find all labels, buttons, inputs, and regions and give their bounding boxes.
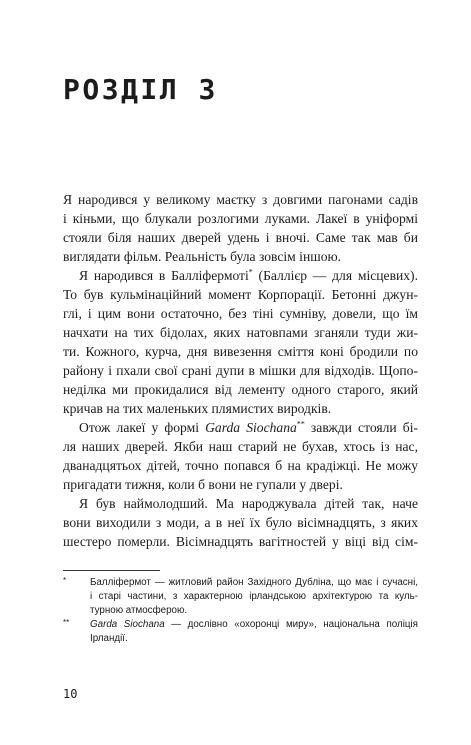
body-line: ти. Кожного, курча, дня вивезення сміття коні бродили по (63, 344, 418, 359)
footnote-reference-1: * (248, 267, 253, 277)
page-number: 10 (63, 687, 78, 701)
chapter-title: РОЗДІЛ 3 (63, 73, 218, 106)
body-line: Я народився у великому маєтку з довгими пагонами садів (63, 192, 418, 207)
body-line (63, 266, 418, 285)
body-line: То був кульмінаційний момент Корпорації. Бетонні джун- (63, 287, 418, 302)
body-line: ля наших дверей. Якби наш старий не бухав, хтось із нас, (63, 439, 418, 454)
footnote-marker: ** (63, 618, 70, 627)
body-line: дванадцятьох дітей, точно попався б на крадіжці. Не можу (63, 458, 418, 473)
footnote-marker: * (63, 576, 67, 585)
footnote-reference-2: ** (296, 419, 305, 429)
italic-term: Garda Siochana (90, 619, 165, 630)
footnote-divider (63, 570, 160, 571)
body-line: глі, і цим вони остаточно, без тіні сумніву, довели, що їм (63, 306, 418, 321)
footnote-line (90, 618, 418, 632)
body-text-span: Отож лакеї у формі (79, 420, 206, 435)
body-line: виглядати фільм. Реальність була зовсім іншою. (63, 249, 342, 264)
footnote-1 (63, 576, 418, 618)
footnote-line: Ірландії. (90, 633, 128, 644)
body-line: начхати на тих бідолах, яких натовпами зганяли туди жи- (63, 325, 418, 340)
body-line: стояли біля наших дверей удень і вночі. Саме так мав би (63, 230, 418, 245)
body-text-span: завжди стояли бі- (304, 420, 418, 435)
footnote-line: турною атмосферою. (90, 605, 188, 616)
footnotes (63, 576, 418, 646)
body-line: кричав на тих маленьких плямистих виродків. (63, 401, 332, 416)
body-text-span: (Баллiєр — для місцевих). (252, 268, 418, 283)
italic-term: Garda Siochana (205, 420, 297, 435)
footnote-line: Баллiфермот — житловий район Західного Дубліна, що має і сучасні, (90, 577, 418, 588)
body-text (63, 190, 418, 551)
body-line: Я був наймолодший. Ма народжувала дітей так, наче (79, 496, 418, 511)
body-line: вони виходили з моди, а в неї їх було вісімнадцять, з яких (63, 515, 418, 530)
body-line: неділка ми прокидалися від лементу одного старого, який (63, 382, 418, 397)
body-line: району і пхали свої срані дупи в мішки для відходів. Щопо- (63, 363, 418, 378)
body-line (63, 418, 418, 437)
body-line: і кіньми, що блукали розлогими луками. Лакеї в уніформі (63, 211, 418, 226)
footnote-line: і старі частини, з характерною ірландською архітектурою та куль- (90, 591, 418, 602)
body-text-span: Я народився в Баллiфермоті (79, 268, 249, 283)
body-line: пригадати тижня, коли б вони не гупали у двері. (63, 477, 343, 492)
footnote-text-span: — дослівно «охоронці миру», національна поліція (164, 619, 418, 630)
footnote-2 (63, 618, 418, 646)
body-line: шестеро померли. Вісімнадцять вагітностей у віці від сім- (63, 534, 418, 549)
